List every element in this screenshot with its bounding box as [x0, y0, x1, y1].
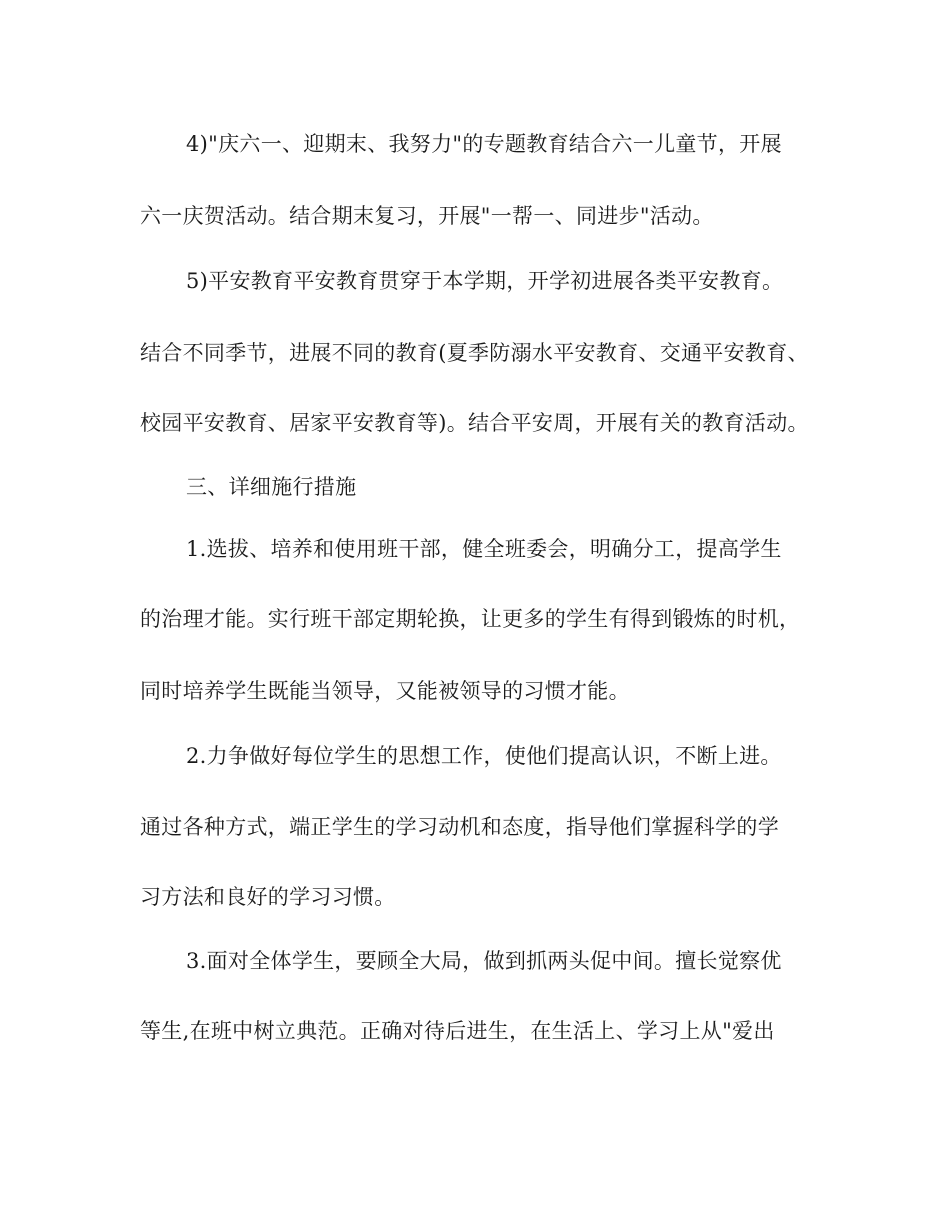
paragraph-line: 校园平安教育、居家平安教育等)。结合平安周，开展有关的教育活动。 — [140, 411, 809, 435]
paragraph-line: 3.面对全体学生，要顾全大局，做到抓两头促中间。擅长觉察优 — [186, 949, 782, 973]
paragraph-line: 的治理才能。实行班干部定期轮换，让更多的学生有得到锻炼的时机， — [140, 607, 801, 631]
paragraph-line: 5)平安教育平安教育贯穿于本学期，开学初进展各类平安教育。 — [186, 269, 784, 293]
paragraph-line: 习方法和良好的学习习惯。 — [140, 885, 396, 909]
paragraph-line: 2.力争做好每位学生的思想工作，使他们提高认识，不断上进。 — [186, 744, 782, 768]
paragraph-line: 通过各种方式，端正学生的学习动机和态度，指导他们掌握科学的学 — [140, 815, 779, 839]
paragraph-line: 等生,在班中树立典范。正确对待后进生，在生活上、学习上从"爱出 — [140, 1019, 775, 1043]
section-heading: 三、详细施行措施 — [186, 475, 357, 499]
paragraph-line: 六一庆贺活动。结合期末复习，开展"一帮一、同进步"活动。 — [140, 204, 714, 228]
paragraph-line: 4)"庆六一、迎期末、我努力"的专题教育结合六一儿童节，开展 — [186, 132, 782, 156]
paragraph-line: 同时培养学生既能当领导，又能被领导的习惯才能。 — [140, 679, 630, 703]
paragraph-line: 1.选拔、培养和使用班干部，健全班委会，明确分工，提高学生 — [186, 537, 782, 561]
paragraph-line: 结合不同季节，进展不同的教育(夏季防溺水平安教育、交通平安教育、 — [140, 341, 809, 365]
